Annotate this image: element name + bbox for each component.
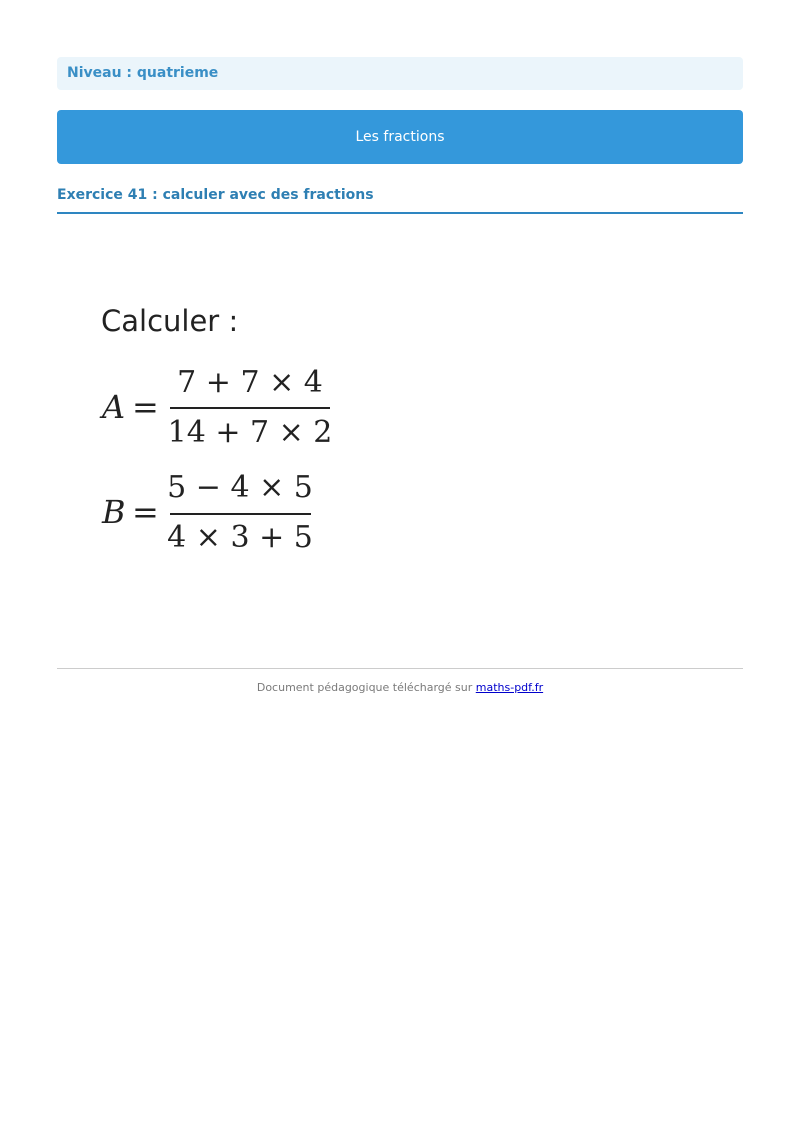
expression-a-name: A [102,388,126,426]
expression-b-denominator: 4 × 3 + 5 [167,520,313,555]
footer-link[interactable]: maths-pdf.fr [475,681,544,694]
exercise-figure [90,290,390,570]
expression-a-equals: = [132,388,159,426]
level-label: Niveau : quatrieme [67,65,219,81]
course-title-bar [57,110,743,164]
expression-b-numerator: 5 − 4 × 5 [167,470,313,505]
footer-divider [57,668,743,669]
exercise-heading: Exercice 41 : calculer avec des fractions [57,184,743,214]
course-title: Les fractions [355,129,445,145]
expression-a-numerator: 7 + 7 × 4 [177,365,323,400]
expression-a-denominator: 14 + 7 × 2 [167,415,333,450]
expression-b-equals: = [132,493,159,531]
exercise-instruction: Calculer : [101,304,239,338]
footer [57,681,743,694]
level-banner [57,57,743,90]
expression-b-name: B [102,493,126,531]
footer-text: Document pédagogique téléchargé sur [256,681,476,694]
